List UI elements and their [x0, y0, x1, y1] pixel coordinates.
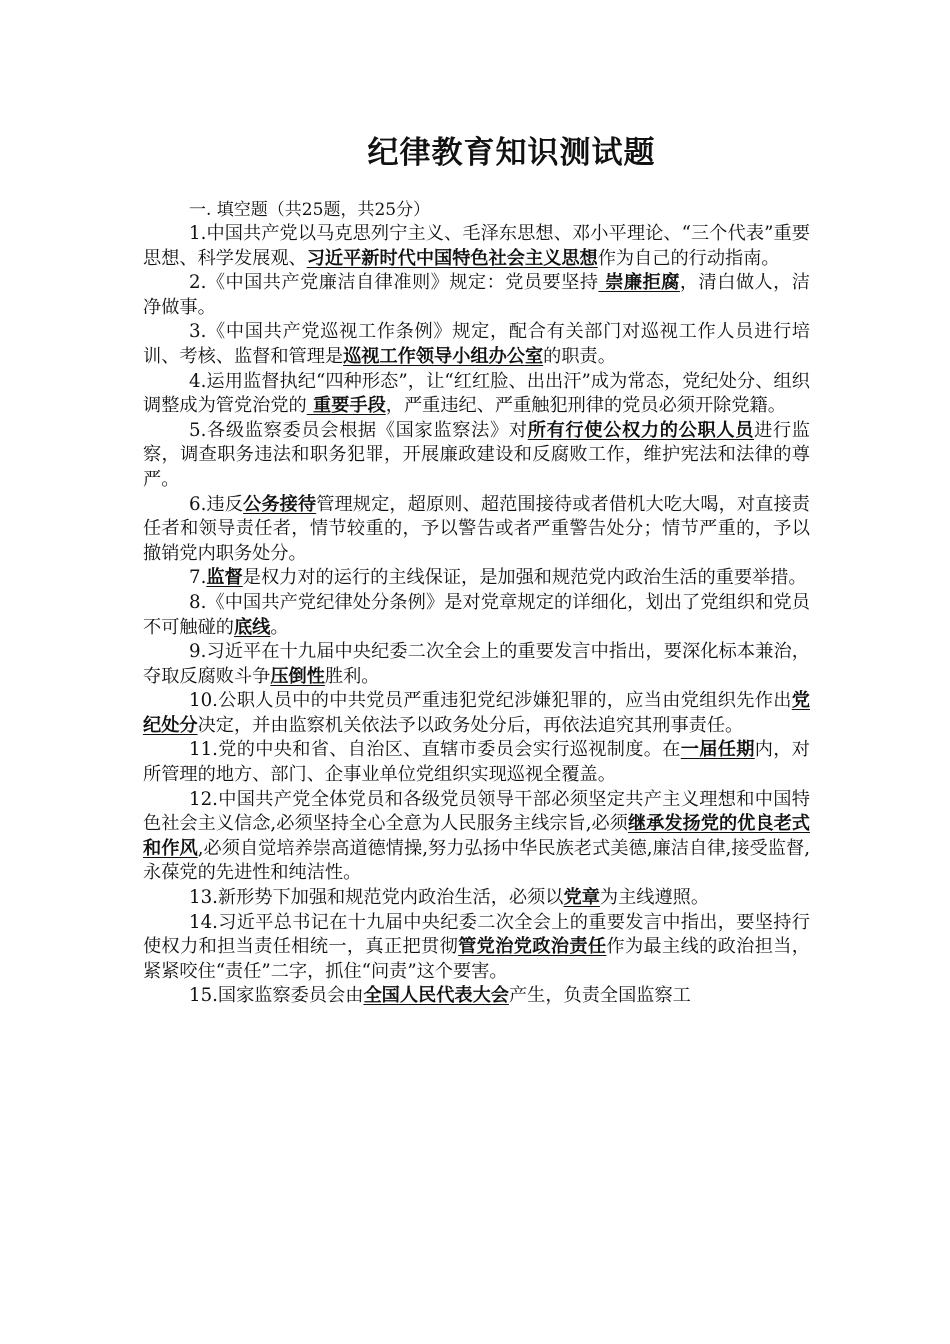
question-item	[143, 689, 810, 738]
question-item	[143, 788, 810, 886]
question-text: 10.公职人员中的中共党员严重违犯党纪涉嫌犯罪的，应当由党组织先作出	[189, 690, 792, 712]
page-title: 纪律教育知识测试题	[367, 135, 656, 171]
answer-text: 压倒性	[270, 665, 325, 687]
question-text: 13.新形势下加强和规范党内政治生活，必须以	[189, 887, 564, 909]
question-text: 为主线遵照。	[599, 887, 710, 909]
answer-text: 习近平新时代中国特色社会主义思想	[306, 247, 598, 269]
question-item	[143, 640, 810, 689]
question-item	[143, 984, 810, 1009]
question-text: 7.	[189, 567, 207, 589]
answer-text: 公务接待	[243, 493, 317, 515]
answer-text: 底线	[233, 616, 271, 638]
answer-text: 崇廉拒腐	[598, 272, 680, 294]
question-text: 管理规定，超原则、超范围接待或者借机大吃大喝，对直接责任者和领导责任者，情节较重的，予以警告或者严重警告处分；情节严重的，予以撤销党内职务处分。	[143, 493, 810, 564]
question-text: 8.《中国共产党纪律处分条例》是对党章规定的详细化，划出了党组织和党员不可触碰的	[143, 591, 810, 638]
question-item	[143, 320, 810, 369]
question-text: 1.中国共产党以马克思列宁主义、毛泽东思想、邓小平理论、“三个代表”重要思想、科学发展观、	[143, 223, 810, 269]
question-text: 决定，并由监察机关依法予以政务处分后，再依法追究其刑事责任。	[197, 714, 744, 736]
answer-text: 继承发扬党的优良老式和作风	[143, 813, 810, 859]
question-text: 是权力对的运行的主线保证，是加强和规范党内政治生活的重要举措。	[242, 567, 807, 589]
question-text: 。	[270, 616, 289, 638]
question-text: 内，对所管理的地方、部门、企事业单位党组织实现巡视全覆盖。	[143, 739, 810, 786]
question-text: 4.运用监督执纪“四种形态”，让“红红脸、出出汗”成为常态，党纪处分、组织调整成为管党治党的	[143, 370, 810, 417]
question-item	[143, 271, 810, 320]
question-text: 11.党的中央和省、自治区、直辖市委员会实行巡视制度。在	[189, 739, 681, 761]
question-text: ，清白做人，洁净做事。	[143, 272, 810, 318]
answer-text: 党章	[563, 887, 600, 909]
question-item	[143, 886, 810, 911]
question-item	[143, 591, 810, 640]
question-item	[143, 493, 810, 567]
question-text: 5.各级监察委员会根据《国家监察法》对	[189, 419, 528, 441]
answer-text: 监督	[206, 567, 243, 589]
question-text: 6.违反	[189, 493, 244, 515]
answer-text: 一届任期	[680, 739, 755, 761]
answer-text: 全国人民代表大会	[363, 985, 509, 1007]
question-text: 的职责。	[543, 345, 616, 367]
question-item	[143, 566, 810, 591]
question-text: 作为最主线的政治担当，紧紧咬住“责任”二字，抓住“问责”这个要害。	[143, 936, 810, 982]
answer-text: 党纪处分	[143, 690, 810, 736]
question-text: 进行监察，调查职务违法和职务犯罪，开展廉政建设和反腐败工作，维护宪法和法律的尊严。	[143, 419, 810, 490]
question-text: 15.国家监察委员会由	[189, 985, 364, 1007]
question-item	[143, 370, 810, 419]
question-list	[143, 222, 810, 1009]
question-item	[143, 419, 810, 493]
question-text: 3.《中国共产党巡视工作条例》规定，配合有关部门对巡视工作人员进行培训、考核、监督和管理是	[143, 321, 810, 367]
question-text: 14.习近平总书记在十九届中央纪委二次全会上的重要发言中指出，要坚持行使权力和担当责任相统一，真正把贯彻	[143, 911, 810, 958]
question-text: 2.《中国共产党廉洁自律准则》规定：党员要坚持	[189, 272, 599, 294]
question-text: 胜利。	[324, 665, 380, 687]
answer-text: 管党治党政治责任	[458, 936, 607, 958]
answer-text: 巡视工作领导小组办公室	[343, 345, 544, 367]
question-text: 产生，负责全国监察工	[508, 985, 691, 1007]
question-text: ，严重违纪、严重触犯刑律的党员必须开除党籍。	[385, 395, 786, 417]
answer-text: 所有行使公权力的公职人员	[527, 419, 755, 441]
question-text: 作为自己的行动指南。	[597, 247, 780, 269]
question-text: 9.习近平在十九届中央纪委二次全会上的重要发言中指出，要深化标本兼治，夺取反腐败斗争	[143, 641, 810, 687]
question-text: 12.中国共产党全体党员和各级党员领导干部必须坚定共产主义理想和中国特色社会主义信念,必须坚持全心全意为人民服务主线宗旨,必须	[143, 788, 810, 835]
section-heading: 一. 填空题（共25题，共25分）	[189, 200, 431, 220]
question-item	[143, 222, 810, 271]
question-item	[143, 738, 810, 787]
question-text: ,必须自觉培养崇高道德情操,努力弘扬中华民族老式美德,廉洁自律,接受监督,永葆党的先进性和纯洁性。	[143, 837, 810, 884]
answer-text: 重要手段	[306, 395, 386, 417]
question-item	[143, 911, 810, 985]
